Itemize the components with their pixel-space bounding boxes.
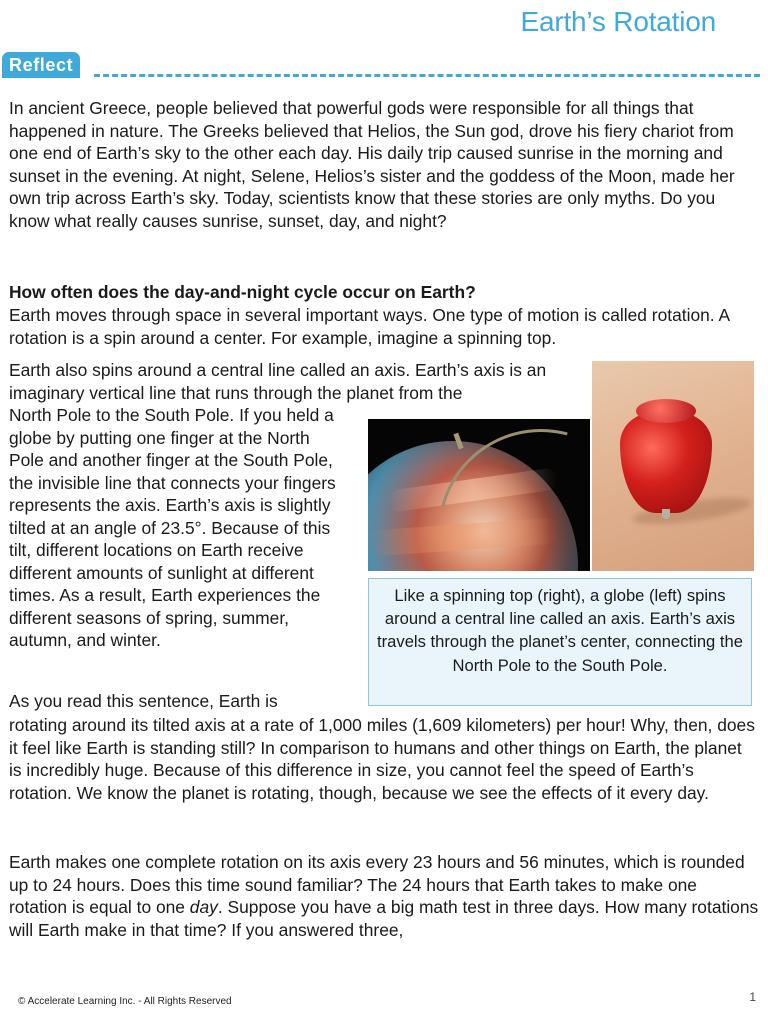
copyright-footer: © Accelerate Learning Inc. - All Rights Reserved — [18, 996, 232, 1007]
section-tab-reflect: Reflect — [2, 52, 80, 78]
page-title: Earth’s Rotation — [520, 6, 716, 37]
figure-caption: Like a spinning top (right), a globe (left) spins around a central line called an axis. Earth’s axis travels through the planet’s center, connecting the North Pole to the South Pole. — [368, 578, 752, 706]
intro-paragraph: In ancient Greece, people believed that powerful gods were responsible for all things that happened in nature. The Greeks believed that Helios, the Sun god, drove his fiery chariot from one end of Earth’s sky to the other each day. His daily trip caused sunrise in the morning and sunset in the evening. At night, Selene, Helios’s sister and the goddess of the Moon, made her own trip across Earth’s sky. Today, scientists know that these stories are only myths. Do you know what really causes sunrise, sunset, day, and night? — [9, 98, 735, 231]
day-term: day — [189, 897, 218, 917]
rotation-paragraph: Earth moves through space in several important ways. One type of motion is called rotation. A rotation is a spin around a center. For example, imagine a spinning top. — [9, 305, 730, 348]
spinning-top-body — [620, 413, 712, 513]
section-question: How often does the day-and-night cycle occur on Earth? — [9, 282, 476, 302]
spinning-globe-photo — [368, 419, 590, 571]
day-paragraph-text: Earth makes one complete rotation on its axis every 23 hours and 56 minutes, which is rounded up to 24 hours. Does this time sound familiar? The 24 hours that Earth takes to make one rotation is equal to one — [9, 852, 745, 917]
axis-paragraph-left: North Pole to the South Pole. If you held a globe by putting one finger at the North Pole and another finger at the South Pole, the invisible line that connects your fingers represents the axis. Earth’s axis is slightly tilted at an angle of 23.5°. Because of this tilt, different locations on Earth receive different amounts of sunlight at different times. As a result, Earth experiences the different seasons of spring, summer, autumn, and winter. — [9, 405, 336, 650]
axis-paragraph-top: Earth also spins around a central line called an axis. Earth’s axis is an imaginary vertical line that runs through the planet from the — [9, 360, 547, 403]
speed-paragraph-start: As you read this sentence, Earth is — [9, 691, 278, 711]
spinning-top-cap — [636, 399, 696, 423]
day-paragraph — [9, 851, 759, 941]
page-number: 1 — [749, 990, 756, 1004]
speed-paragraph: rotating around its tilted axis at a rate of 1,000 miles (1,609 kilometers) per hour! Why, then, does it feel like Earth is standing still? In comparison to humans and other things on Earth, the planet is incredibly huge. Because of this difference in size, you cannot feel the speed of Earth’s rotation. We know the planet is rotating, though, because we see the effects of it every day. — [9, 715, 755, 803]
day-paragraph-text: . Suppose you have a big math test in three days. How many rotations will Earth make in that time? If you answered three, — [9, 897, 759, 940]
section-divider — [94, 74, 760, 77]
spinning-top-photo — [592, 361, 754, 571]
spinning-top-tip — [662, 509, 670, 519]
